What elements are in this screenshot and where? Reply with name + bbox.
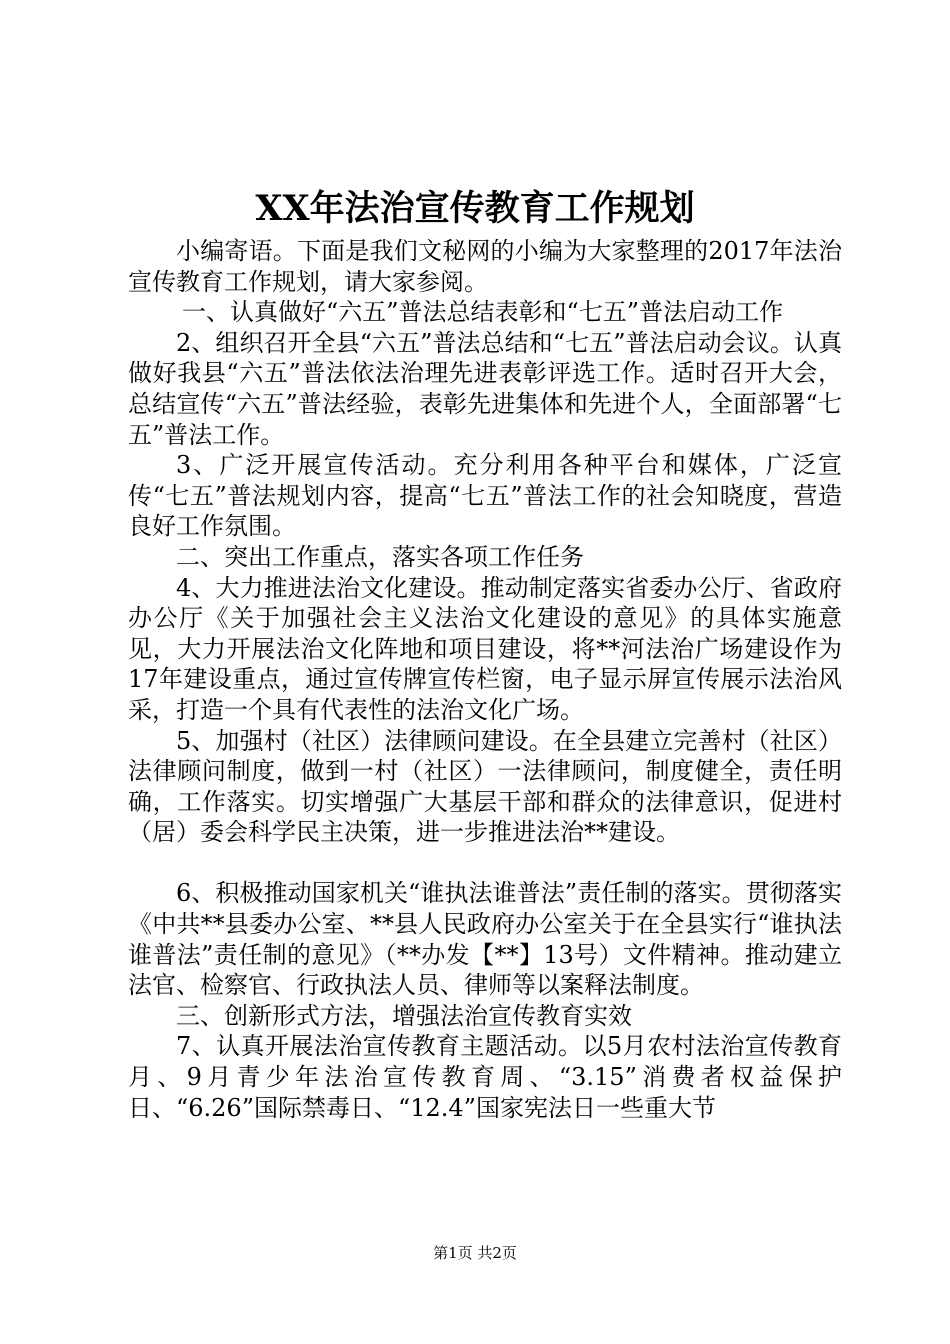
paragraph-item-3: 3、广泛开展宣传活动。充分利用各种平台和媒体，广泛宣传“七五”普法规划内容，提高“七五”普法工作的社会知晓度，营造良好工作氛围。 [128, 451, 842, 541]
paragraph-item-2: 2、组织召开全县“六五”普法总结和“七五”普法启动会议。认真做好我县“六五”普法依法治理先进表彰评选工作。适时召开大会，总结宣传“六五”普法经验，表彰先进集体和先进个人，全面部署“七五”普法工作。 [128, 328, 842, 449]
document-title: XX年法治宣传教育工作规划 [255, 188, 695, 229]
paragraph-item-6: 6、积极推动国家机关“谁执法谁普法”责任制的落实。贯彻落实《中共**县委办公室、**县人民政府办公室关于在全县实行“谁执法谁普法”责任制的意见》（**办发【**】13号）文件精神。推动建立法官、检察官、行政执法人员、律师等以案释法制度。 [128, 879, 842, 1000]
section-heading-2: 二、突出工作重点，落实各项工作任务 [176, 542, 584, 571]
paragraph-item-7: 7、认真开展法治宣传教育主题活动。以5月农村法治宣传教育月、9月青少年法治宣传教育周、“3.15”消费者权益保护日、“6.26”国际禁毒日、“12.4”国家宪法日一些重大节 [128, 1032, 842, 1122]
section-heading-3: 三、创新形式方法，增强法治宣传教育实效 [176, 1001, 632, 1030]
page-footer: 第1页 共2页 [433, 1244, 517, 1262]
document-body [128, 236, 842, 1123]
paragraph-intro: 小编寄语。下面是我们文秘网的小编为大家整理的2017年法治宣传教育工作规划，请大家参阅。 [128, 237, 842, 296]
blank-line [128, 848, 842, 879]
paragraph-item-5: 5、加强村（社区）法律顾问建设。在全县建立完善村（社区）法律顾问制度，做到一村（社区）一法律顾问，制度健全，责任明确，工作落实。切实增强广大基层干部和群众的法律意识，促进村（居）委会科学民主决策，进一步推进法治**建设。 [128, 726, 842, 847]
section-heading-1: 一、认真做好“六五”普法总结表彰和“七五”普法启动工作 [182, 298, 784, 327]
paragraph-item-4: 4、大力推进法治文化建设。推动制定落实省委办公厅、省政府办公厅《关于加强社会主义法治文化建设的意见》的具体实施意见，大力开展法治文化阵地和项目建设，将**河法治广场建设作为17年建设重点，通过宣传牌宣传栏窗，电子显示屏宣传展示法治风采，打造一个具有代表性的法治文化广场。 [128, 573, 842, 724]
